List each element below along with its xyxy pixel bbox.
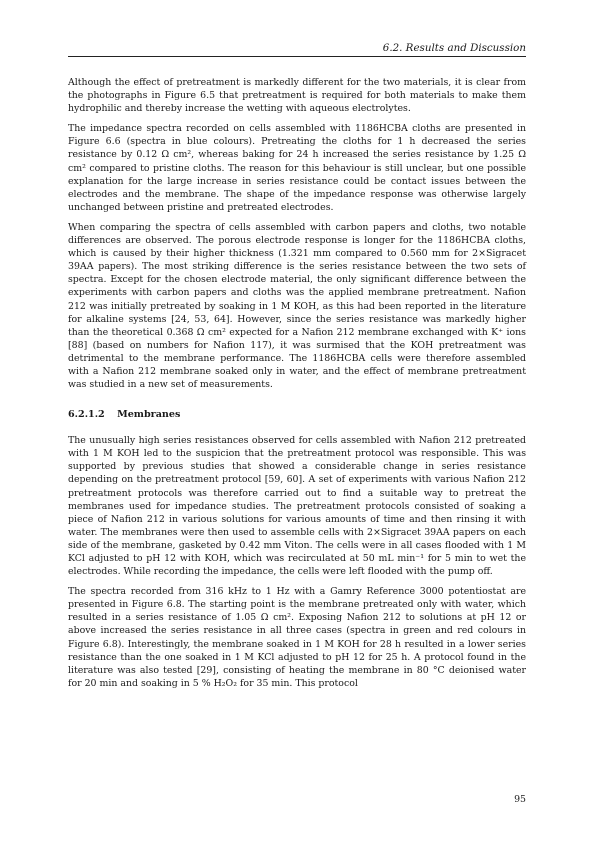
paragraph: When comparing the spectra of cells assembled with carbon papers and cloths, two notable differences are observed. The porous electrode response is longer for the 1186HCBA cloths, which is caused by their higher thickness (1.321 mm compared to 0.560 mm for 2×Sigracet 39AA papers). The most striking difference is the series resistance between the two sets of spectra. Except for the chosen electrode material, the only significant difference between the experiments with carbon papers and cloths was the applied membrane pretreatment. Nafion 212 was initially pretreated by soaking in 1 M KOH, as this had been reported in the literature for alkaline systems [24, 53, 64]. However, since the series resistance was markedly higher than the theoretical 0.368 Ω cm² expected for a Nafion 212 membrane exchanged with K⁺ ions [88] (based on numbers for Nafion 117), it was surmised that the KOH pretreatment was detrimental to the membrane performance. The 1186HCBA cells were therefore assembled with a Nafion 212 membrane soaked only in water, and the effect of membrane pretreatment was studied in a new set of measurements. xyxy=(68,221,526,391)
paragraph: Although the effect of pretreatment is markedly different for the two materials, it is clear from the photographs in Figure 6.5 that pretreatment is required for both materials to make them hydrophilic and thereby increase the wetting with aqueous electrolytes. xyxy=(68,77,526,115)
paragraph: The spectra recorded from 316 kHz to 1 Hz with a Gamry Reference 3000 potentiostat are presented in Figure 6.8. The starting point is the membrane pretreated only with water, which resulted in a series resistance of 1.05 Ω cm². Exposing Nafion 212 to solutions at pH 12 or above increased the series resistance in all three cases (spectra in green and red colours in Figure 6.8). Interestingly, the membrane soaked in 1 M KOH for 28 h resulted in a lower series resistance than the one soaked in 1 M KCl adjusted to pH 12 for 25 h. A protocol found in the literature was also tested [29], consisting of heating the membrane in 80 °C deionised water for 20 min and soaking in 5 % H₂O₂ for 35 min. This protocol xyxy=(68,586,526,689)
page-content xyxy=(68,76,526,697)
section-number: 6.2.1.2 xyxy=(68,409,105,421)
running-header: 6.2. Results and Discussion xyxy=(68,42,526,57)
page-number: 95 xyxy=(514,794,526,805)
section-title: Membranes xyxy=(117,409,181,421)
paragraph: The impedance spectra recorded on cells assembled with 1186HCBA cloths are presented in Figure 6.6 (spectra in blue colours). Pretreating the cloths for 1 h decreased the series resistance by 0.12 Ω cm², whereas baking for 24 h increased the series resistance by 1.25 Ω cm² compared to pristine cloths. The reason for this behaviour is still unclear, but one possible explanation for the large increase in series resistance could be contact issues between the electrodes and the membrane. The shape of the impedance response was otherwise largely unchanged between pristine and pretreated electrodes. xyxy=(68,123,526,213)
section-heading xyxy=(68,409,526,420)
paragraph: The unusually high series resistances observed for cells assembled with Nafion 212 pretreated with 1 M KOH led to the suspicion that the pretreatment protocol was responsible. This was supported by previous studies that showed a considerable change in series resistance depending on the pretreatment protocol [59, 60]. A set of experiments with various Nafion 212 pretreatment protocols was therefore carried out to find a suitable way to pretreat the membranes used for impedance studies. The pretreatment protocols consisted of soaking a piece of Nafion 212 in various solutions for various amounts of time and then rinsing it with water. The membranes were then used to assemble cells with 2×Sigracet 39AA papers on each side of the membrane, gasketed by 0.42 mm Viton. The cells were in all cases flooded with 1 M KCl adjusted to pH 12 with KOH, which was recirculated at 50 mL min⁻¹ for 5 min to wet the electrodes. While recording the impedance, the cells were left flooded with the pump off. xyxy=(68,435,526,578)
page xyxy=(68,0,526,842)
